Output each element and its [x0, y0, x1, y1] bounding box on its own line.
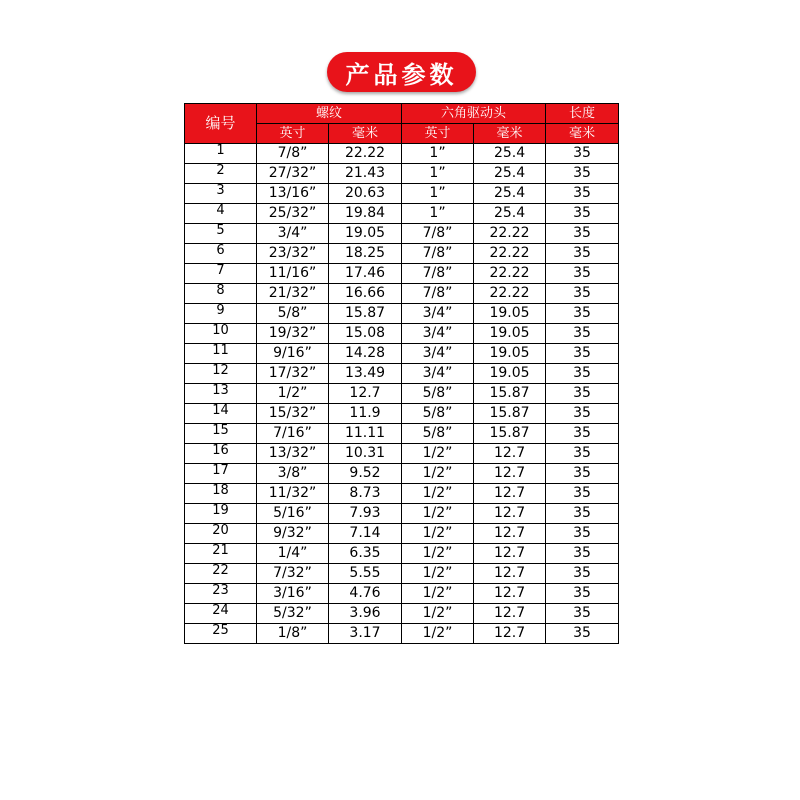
cell-thread-mm: 6.35: [329, 544, 402, 564]
cell-hex-mm: 12.7: [474, 564, 546, 584]
cell-length-mm: 35: [546, 604, 619, 624]
cell-hex-mm: 12.7: [474, 444, 546, 464]
cell-thread-mm: 19.05: [329, 224, 402, 244]
cell-id: 23: [185, 584, 257, 604]
cell-length-mm: 35: [546, 624, 619, 644]
cell-hex-mm: 25.4: [474, 164, 546, 184]
cell-id: 14: [185, 404, 257, 424]
cell-thread-inch: 17/32”: [257, 364, 329, 384]
cell-hex-inch: 3/4”: [402, 304, 474, 324]
cell-id: 21: [185, 544, 257, 564]
table-row: [185, 424, 619, 444]
column-header-hex-inch: 英寸: [402, 124, 474, 144]
cell-hex-mm: 22.22: [474, 224, 546, 244]
cell-hex-inch: 3/4”: [402, 364, 474, 384]
cell-hex-mm: 19.05: [474, 364, 546, 384]
table-row: [185, 584, 619, 604]
cell-thread-mm: 12.7: [329, 384, 402, 404]
cell-thread-mm: 7.93: [329, 504, 402, 524]
cell-thread-inch: 5/16”: [257, 504, 329, 524]
cell-hex-inch: 7/8”: [402, 284, 474, 304]
column-header-length-mm: 毫米: [546, 124, 619, 144]
table-row: [185, 324, 619, 344]
cell-length-mm: 35: [546, 524, 619, 544]
table-body: [185, 144, 619, 644]
cell-length-mm: 35: [546, 544, 619, 564]
column-header-thread-inch: 英寸: [257, 124, 329, 144]
table-header: [185, 104, 619, 144]
column-header-id: 编号: [185, 104, 257, 144]
cell-thread-inch: 23/32”: [257, 244, 329, 264]
table-row: [185, 624, 619, 644]
cell-thread-inch: 9/16”: [257, 344, 329, 364]
cell-id: 15: [185, 424, 257, 444]
cell-length-mm: 35: [546, 384, 619, 404]
cell-thread-mm: 11.11: [329, 424, 402, 444]
cell-id: 4: [185, 204, 257, 224]
cell-hex-inch: 1/2”: [402, 544, 474, 564]
column-header-thread-mm: 毫米: [329, 124, 402, 144]
cell-hex-mm: 22.22: [474, 264, 546, 284]
table-row: [185, 244, 619, 264]
cell-hex-inch: 5/8”: [402, 424, 474, 444]
cell-thread-mm: 15.87: [329, 304, 402, 324]
cell-thread-inch: 13/16”: [257, 184, 329, 204]
cell-thread-inch: 3/4”: [257, 224, 329, 244]
cell-length-mm: 35: [546, 204, 619, 224]
cell-hex-inch: 7/8”: [402, 244, 474, 264]
cell-hex-mm: 22.22: [474, 284, 546, 304]
table-row: [185, 544, 619, 564]
table-row: [185, 384, 619, 404]
table-row: [185, 344, 619, 364]
cell-length-mm: 35: [546, 584, 619, 604]
table-row: [185, 224, 619, 244]
cell-thread-mm: 5.55: [329, 564, 402, 584]
cell-hex-mm: 12.7: [474, 464, 546, 484]
cell-hex-mm: 15.87: [474, 424, 546, 444]
cell-thread-mm: 16.66: [329, 284, 402, 304]
cell-id: 7: [185, 264, 257, 284]
table-row: [185, 204, 619, 224]
cell-id: 22: [185, 564, 257, 584]
cell-hex-inch: 1/2”: [402, 604, 474, 624]
cell-hex-inch: 5/8”: [402, 404, 474, 424]
cell-hex-mm: 25.4: [474, 184, 546, 204]
cell-hex-mm: 25.4: [474, 144, 546, 164]
cell-hex-inch: 5/8”: [402, 384, 474, 404]
cell-id: 19: [185, 504, 257, 524]
cell-thread-inch: 5/8”: [257, 304, 329, 324]
cell-length-mm: 35: [546, 264, 619, 284]
cell-thread-mm: 13.49: [329, 364, 402, 384]
cell-thread-inch: 15/32”: [257, 404, 329, 424]
cell-length-mm: 35: [546, 304, 619, 324]
cell-hex-inch: 1”: [402, 164, 474, 184]
cell-thread-mm: 3.17: [329, 624, 402, 644]
cell-thread-mm: 21.43: [329, 164, 402, 184]
cell-thread-mm: 18.25: [329, 244, 402, 264]
cell-hex-mm: 12.7: [474, 544, 546, 564]
cell-hex-inch: 1/2”: [402, 624, 474, 644]
cell-thread-inch: 1/8”: [257, 624, 329, 644]
cell-thread-inch: 19/32”: [257, 324, 329, 344]
cell-length-mm: 35: [546, 164, 619, 184]
cell-hex-mm: 19.05: [474, 344, 546, 364]
cell-hex-mm: 22.22: [474, 244, 546, 264]
cell-hex-mm: 12.7: [474, 584, 546, 604]
cell-id: 20: [185, 524, 257, 544]
cell-hex-mm: 19.05: [474, 324, 546, 344]
cell-length-mm: 35: [546, 364, 619, 384]
cell-thread-mm: 4.76: [329, 584, 402, 604]
table-row: [185, 524, 619, 544]
table-row: [185, 164, 619, 184]
cell-thread-mm: 19.84: [329, 204, 402, 224]
cell-thread-inch: 25/32”: [257, 204, 329, 224]
cell-thread-inch: 1/4”: [257, 544, 329, 564]
cell-id: 3: [185, 184, 257, 204]
cell-length-mm: 35: [546, 224, 619, 244]
cell-thread-mm: 15.08: [329, 324, 402, 344]
cell-hex-inch: 1/2”: [402, 584, 474, 604]
cell-thread-inch: 3/8”: [257, 464, 329, 484]
cell-thread-mm: 20.63: [329, 184, 402, 204]
cell-id: 16: [185, 444, 257, 464]
cell-thread-mm: 11.9: [329, 404, 402, 424]
cell-length-mm: 35: [546, 484, 619, 504]
cell-hex-inch: 1/2”: [402, 504, 474, 524]
cell-id: 1: [185, 144, 257, 164]
cell-length-mm: 35: [546, 504, 619, 524]
column-group-hex-drive: 六角驱动头: [402, 104, 546, 124]
cell-hex-inch: 1”: [402, 184, 474, 204]
cell-thread-mm: 17.46: [329, 264, 402, 284]
cell-thread-inch: 1/2”: [257, 384, 329, 404]
cell-hex-mm: 12.7: [474, 504, 546, 524]
cell-id: 25: [185, 624, 257, 644]
cell-thread-mm: 14.28: [329, 344, 402, 364]
table-row: [185, 144, 619, 164]
cell-hex-mm: 25.4: [474, 204, 546, 224]
cell-thread-inch: 11/32”: [257, 484, 329, 504]
table-row: [185, 564, 619, 584]
cell-id: 13: [185, 384, 257, 404]
table-row: [185, 264, 619, 284]
cell-hex-mm: 12.7: [474, 524, 546, 544]
cell-length-mm: 35: [546, 404, 619, 424]
cell-length-mm: 35: [546, 244, 619, 264]
cell-id: 17: [185, 464, 257, 484]
cell-hex-inch: 7/8”: [402, 264, 474, 284]
cell-length-mm: 35: [546, 184, 619, 204]
table-row: [185, 484, 619, 504]
cell-id: 12: [185, 364, 257, 384]
cell-thread-inch: 11/16”: [257, 264, 329, 284]
cell-id: 2: [185, 164, 257, 184]
cell-length-mm: 35: [546, 144, 619, 164]
cell-hex-inch: 1/2”: [402, 524, 474, 544]
table-row: [185, 404, 619, 424]
cell-hex-mm: 12.7: [474, 604, 546, 624]
cell-length-mm: 35: [546, 444, 619, 464]
cell-thread-mm: 10.31: [329, 444, 402, 464]
cell-hex-mm: 15.87: [474, 404, 546, 424]
cell-hex-inch: 1”: [402, 204, 474, 224]
column-header-hex-mm: 毫米: [474, 124, 546, 144]
cell-id: 9: [185, 304, 257, 324]
table-row: [185, 464, 619, 484]
cell-hex-mm: 19.05: [474, 304, 546, 324]
table-row: [185, 304, 619, 324]
cell-length-mm: 35: [546, 284, 619, 304]
cell-hex-mm: 12.7: [474, 624, 546, 644]
cell-hex-mm: 15.87: [474, 384, 546, 404]
cell-hex-inch: 1/2”: [402, 464, 474, 484]
cell-thread-mm: 7.14: [329, 524, 402, 544]
cell-thread-mm: 9.52: [329, 464, 402, 484]
cell-length-mm: 35: [546, 324, 619, 344]
cell-thread-inch: 5/32”: [257, 604, 329, 624]
cell-hex-inch: 3/4”: [402, 344, 474, 364]
cell-id: 24: [185, 604, 257, 624]
table-row: [185, 444, 619, 464]
page-title: 产品参数: [327, 52, 476, 92]
table-row: [185, 364, 619, 384]
cell-thread-inch: 7/16”: [257, 424, 329, 444]
cell-id: 11: [185, 344, 257, 364]
table-row: [185, 504, 619, 524]
cell-thread-inch: 3/16”: [257, 584, 329, 604]
cell-hex-inch: 3/4”: [402, 324, 474, 344]
cell-hex-mm: 12.7: [474, 484, 546, 504]
cell-thread-inch: 13/32”: [257, 444, 329, 464]
cell-thread-inch: 7/8”: [257, 144, 329, 164]
cell-id: 8: [185, 284, 257, 304]
cell-thread-inch: 9/32”: [257, 524, 329, 544]
cell-hex-inch: 1/2”: [402, 564, 474, 584]
cell-hex-inch: 1”: [402, 144, 474, 164]
table-row: [185, 284, 619, 304]
cell-hex-inch: 1/2”: [402, 484, 474, 504]
cell-id: 6: [185, 244, 257, 264]
column-group-length: 长度: [546, 104, 619, 124]
cell-thread-mm: 22.22: [329, 144, 402, 164]
cell-id: 18: [185, 484, 257, 504]
cell-hex-inch: 7/8”: [402, 224, 474, 244]
column-group-thread: 螺纹: [257, 104, 402, 124]
cell-thread-inch: 7/32”: [257, 564, 329, 584]
cell-thread-inch: 21/32”: [257, 284, 329, 304]
cell-id: 10: [185, 324, 257, 344]
cell-id: 5: [185, 224, 257, 244]
cell-length-mm: 35: [546, 564, 619, 584]
cell-length-mm: 35: [546, 464, 619, 484]
cell-hex-inch: 1/2”: [402, 444, 474, 464]
spec-table: [184, 103, 619, 644]
cell-length-mm: 35: [546, 424, 619, 444]
cell-thread-inch: 27/32”: [257, 164, 329, 184]
table-row: [185, 604, 619, 624]
table-row: [185, 184, 619, 204]
cell-length-mm: 35: [546, 344, 619, 364]
cell-thread-mm: 8.73: [329, 484, 402, 504]
cell-thread-mm: 3.96: [329, 604, 402, 624]
